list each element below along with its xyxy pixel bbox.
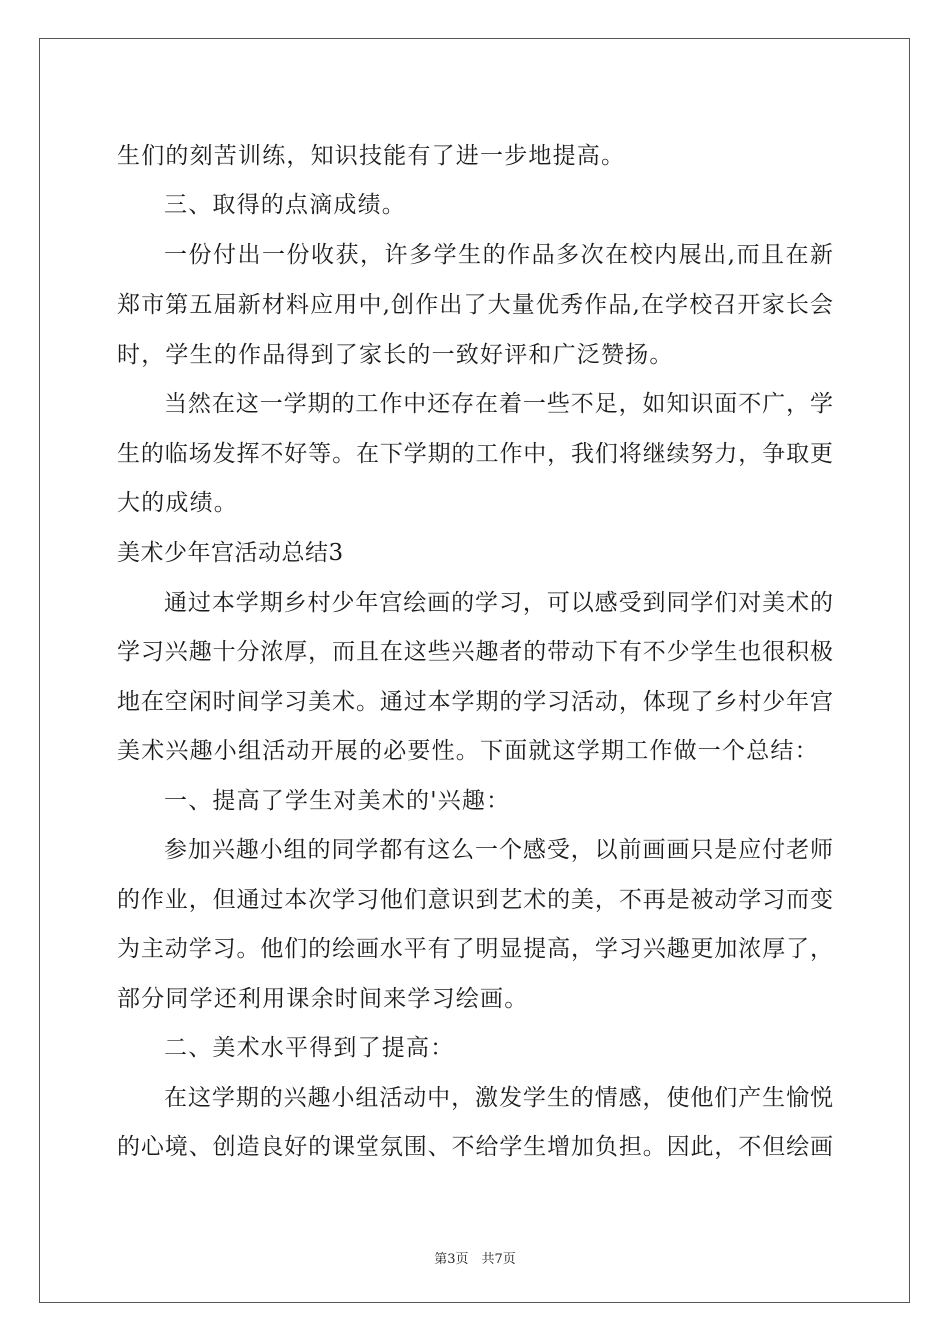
body-line: 生们的刻苦训练，知识技能有了进一步地提高。 (117, 143, 626, 169)
body-line: 地在空闲时间学习美术。通过本学期的学习活动，体现了乡村少年宫 (117, 689, 833, 715)
body-line: 的作业，但通过本次学习他们意识到艺术的美，不再是被动学习而变 (117, 887, 833, 913)
body-line: 美术兴趣小组活动开展的必要性。下面就这学期工作做一个总结： (117, 738, 819, 764)
body-line: 参加兴趣小组的同学都有这么一个感受，以前画画只是应付老师 (164, 837, 833, 863)
section-heading: 一、提高了学生对美术的'兴趣： (164, 788, 511, 814)
body-line: 在这学期的兴趣小组活动中，激发学生的情感，使他们产生愉悦 (164, 1085, 833, 1111)
page-number-footer: 第3页 共7页 (434, 1252, 516, 1267)
body-line: 生的临场发挥不好等。在下学期的工作中，我们将继续努力，争取更 (117, 441, 833, 467)
article-title: 美术少年宫活动总结3 (117, 540, 344, 566)
body-line: 部分同学还利用课余时间来学习绘画。 (117, 986, 529, 1012)
page-border (39, 38, 910, 1303)
section-heading: 三、取得的点滴成绩。 (164, 192, 406, 218)
body-line: 通过本学期乡村少年宫绘画的学习，可以感受到同学们对美术的 (164, 590, 833, 616)
body-line: 的心境、创造良好的课堂氛围、不给学生增加负担。因此，不但绘画 (117, 1134, 833, 1160)
body-line: 当然在这一学期的工作中还存在着一些不足，如知识面不广，学 (164, 391, 833, 417)
body-line: 为主动学习。他们的绘画水平有了明显提高，学习兴趣更加浓厚了， (117, 936, 833, 962)
body-line: 一份付出一份收获，许多学生的作品多次在校内展出,而且在新 (164, 242, 833, 268)
body-line: 郑市第五届新材料应用中,创作出了大量优秀作品,在学校召开家长会 (117, 292, 833, 318)
body-line: 学习兴趣十分浓厚，而且在这些兴趣者的带动下有不少学生也很积极 (117, 639, 833, 665)
body-line: 大的成绩。 (117, 490, 238, 516)
body-line: 时，学生的作品得到了家长的一致好评和广泛赞扬。 (117, 342, 674, 368)
section-heading: 二、美术水平得到了提高： (164, 1035, 455, 1061)
